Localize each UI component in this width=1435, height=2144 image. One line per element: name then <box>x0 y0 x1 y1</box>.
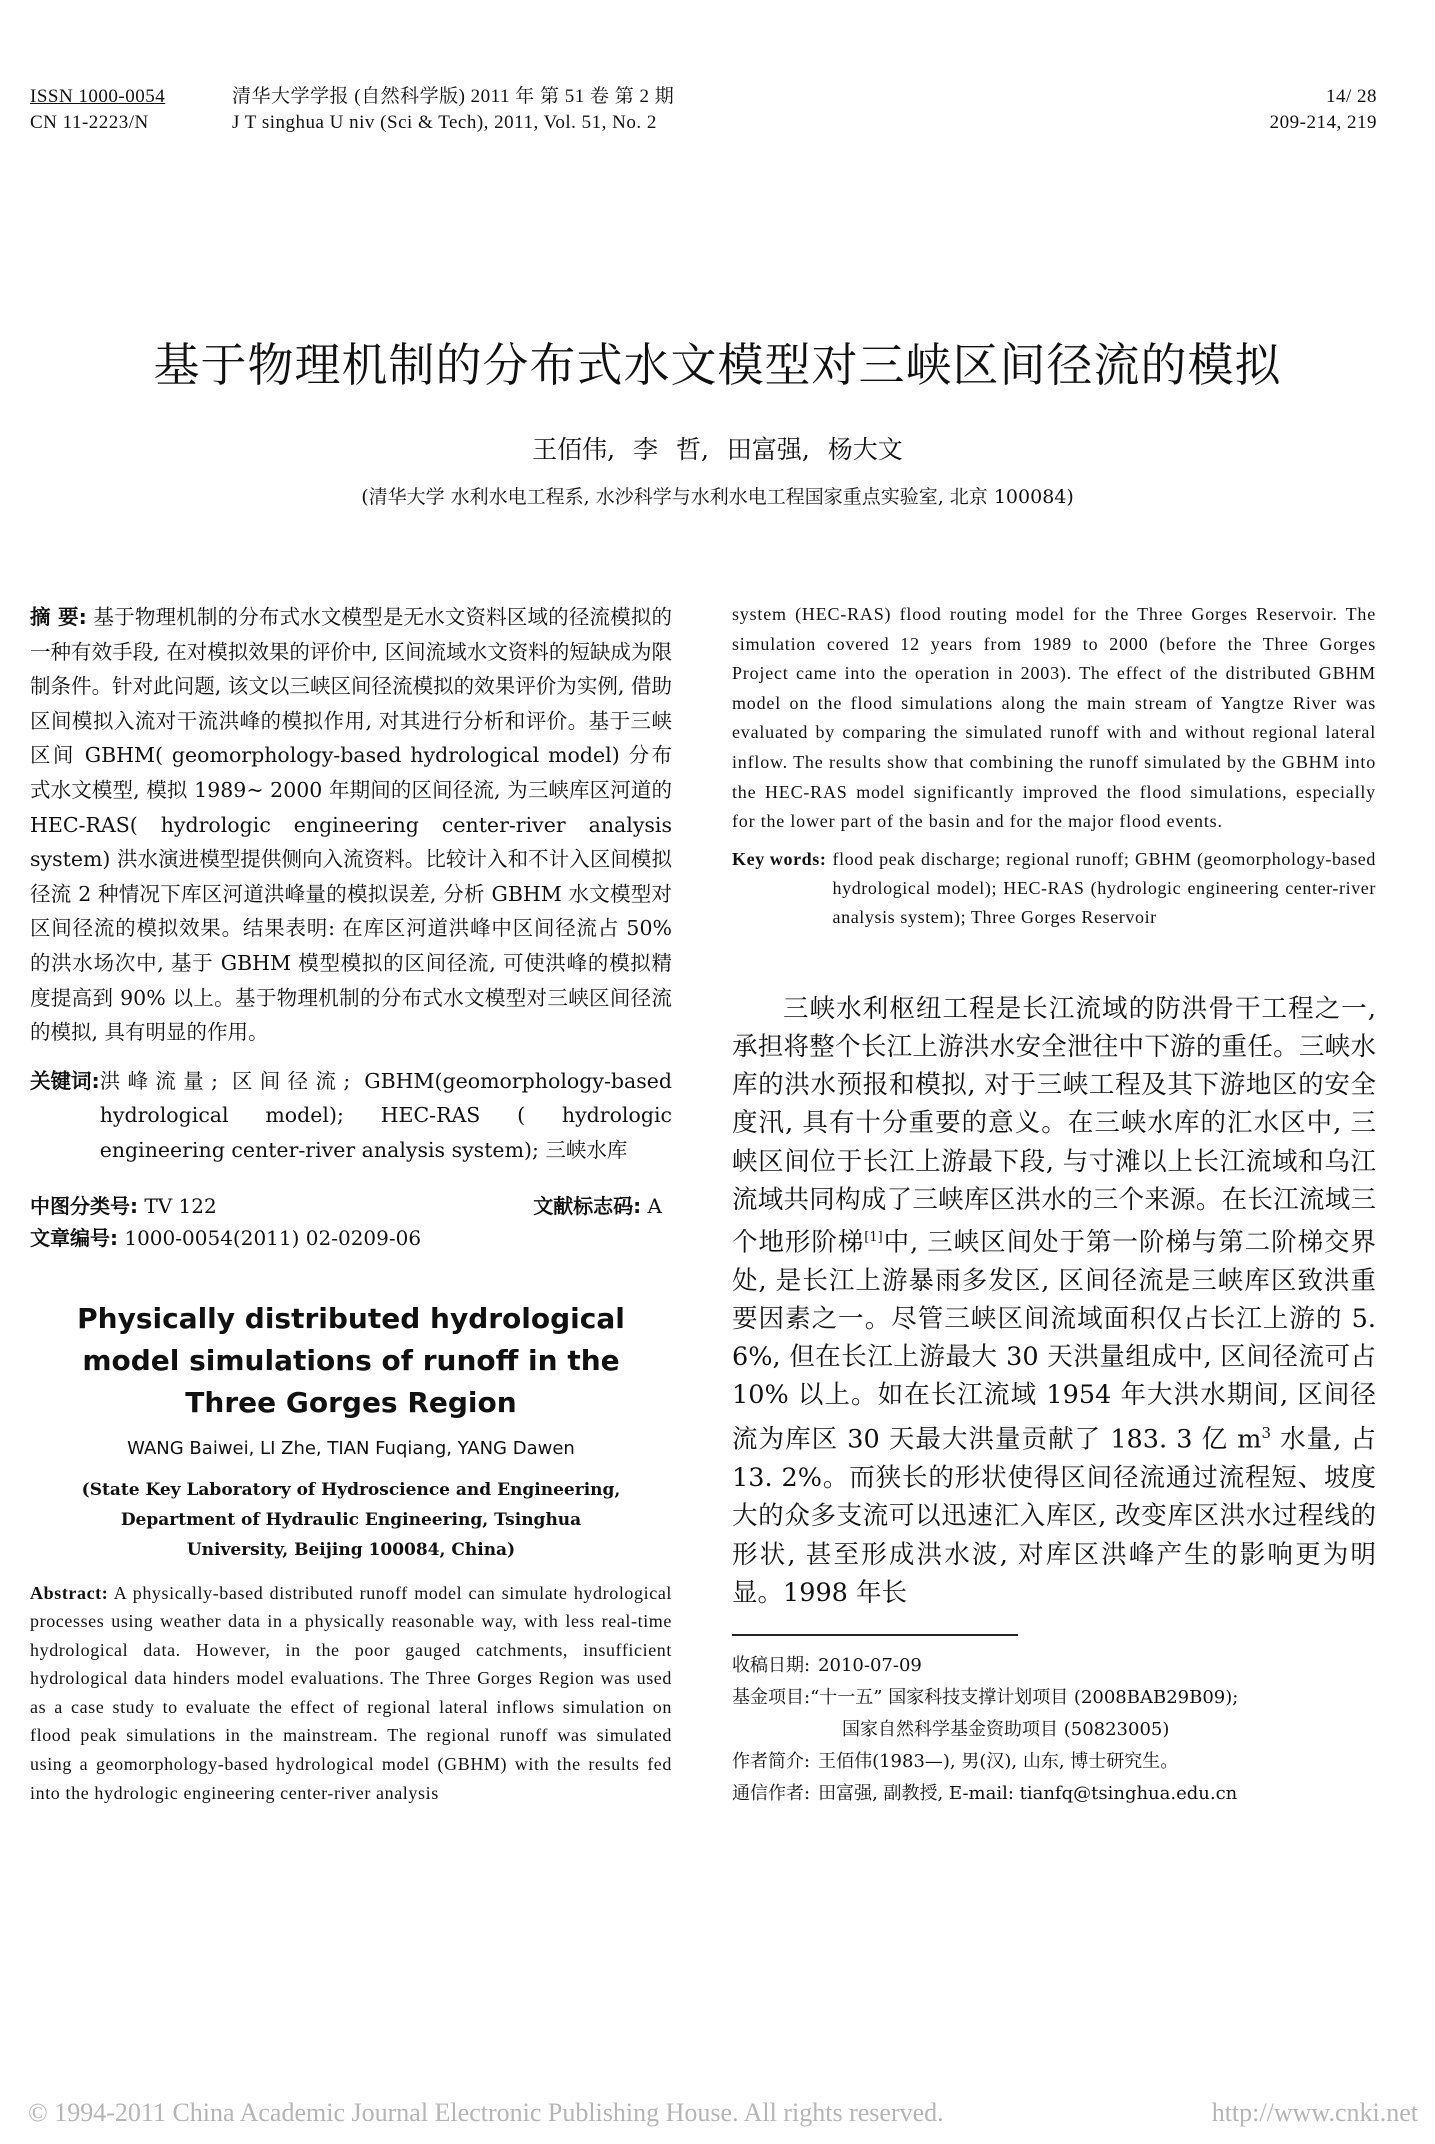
doc-code-value: A <box>647 1193 662 1218</box>
left-column <box>30 600 672 1807</box>
author-list: 王佰伟, 李 哲, 田富强, 杨大文 <box>532 435 903 464</box>
keywords-label-zh: 关键词: <box>30 1068 100 1093</box>
copyright-watermark <box>28 2098 1418 2128</box>
english-abstract-part1 <box>30 1579 672 1808</box>
body-text-a: 三峡水利枢纽工程是长江流域的防洪骨干工程之一, 承担将整个长江上游洪水安全泄往中下游的重任。三峡水库的洪水预报和模拟, 对于三峡工程及其下游地区的安全度汛, 具有十分重要的意义。在三峡水库的汇水区中, 三峡区间位于长江上游最下段, 与寸滩以上长江流域和乌江流域共同构成了三峡库区洪水的三个来源。在长江流域三个地形阶梯 <box>732 993 1376 1258</box>
journal-info <box>232 84 674 136</box>
citation-ref: [1] <box>864 1229 883 1245</box>
abstract-text-zh: 基于物理机制的分布式水文模型是无水文资料区域的径流模拟的一种有效手段, 在对模拟效果的评价中, 区间流域水文资料的短缺成为限制条件。针对此问题, 该文以三峡区间径流模拟的效果评价为实例, 借助区间模拟入流对干流洪峰的模拟作用, 对其进行分析和评价。基于三峡区间 GBHM( geomorphology-based hydrological model) 分布式水文模型, 模拟 1989~ 2000 年期间的区间径流, 为三峡库区河道的 HEC-RAS( hydrologic engineering center-river analysis system) 洪水演进模型提供侧向入流资料。比较计入和不计入区间模拟径流 2 种情况下库区河道洪峰量的模拟误差, 分析 GBHM 水文模型对区间径流的模拟效果。结果表明: 在库区河道洪峰中区间径流占 50% 的洪水场次中, 基于 GBHM 模型模拟的区间径流, 可使洪峰的模拟精度提高到 90% 以上。基于物理机制的分布式水文模型对三峡区间径流的模拟, 具有明显的作用。 <box>30 605 672 1045</box>
fund-label: 基金项目: <box>732 1687 811 1708</box>
footnote-rule <box>732 1634 1018 1636</box>
copyright-text: © 1994-2011 China Academic Journal Electronic Publishing House. All rights reserved. <box>28 2098 944 2127</box>
cnki-link[interactable]: http://www.cnki.net <box>1211 2098 1418 2127</box>
clc-label: 中图分类号: <box>30 1193 138 1218</box>
body-paragraph <box>732 990 1376 1612</box>
fund-info <box>732 1682 1376 1714</box>
corr-label: 通信作者: <box>732 1783 811 1804</box>
abstract-label-en: Abstract: <box>30 1582 109 1603</box>
english-title: Physically distributed hydrological model simulations of runoff in the Three Gorges Region <box>77 1301 625 1419</box>
journal-name-en: J T singhua U niv (Sci & Tech), 2011, Vol. 51, No. 2 <box>232 112 657 133</box>
right-column <box>732 600 1376 1810</box>
corr-value: 田富强, 副教授, E-mail: tianfq@tsinghua.edu.cn <box>818 1783 1238 1804</box>
page-info <box>1270 84 1377 136</box>
author-bio-value: 王佰伟(1983—), 男(汉), 山东, 博士研究生。 <box>818 1751 1179 1772</box>
body-text-b: 中, 三峡区间处于第一阶梯与第二阶梯交界处, 是长江上游暴雨多发区, 区间径流是三峡库区致洪重要因素之一。尽管三峡区间流域面积仅占长江上游的 5. 6%, 但在长江上游最大 30 天洪量组成中, 区间径流可占 10% 以上。如在长江流域 1954 年大洪水期间, 区间径流为库区 30 天最大洪量贡献了 183. 3 亿 m <box>732 1227 1376 1455</box>
abstract-text-en-right: system (HEC-RAS) flood routing model for the Three Gorges Reservoir. The simulation covered 12 years from 1989 to 2000 (before the Three Gorges Project came into the operation in 2003). The effect of the distributed GBHM model on the flood simulations along the main stream of Yangtze River was evaluated by comparing the simulated runoff with and without regional lateral inflow. The results show that combining the runoff simulated by the GBHM into the HEC-RAS model significantly improved the flood simulations, especially for the lower part of the basin and for the major flood events. <box>732 604 1376 832</box>
corresponding-author <box>732 1778 1376 1810</box>
chinese-abstract <box>30 600 672 1050</box>
affiliation: (清华大学 水利水电工程系, 水沙科学与水利水电工程国家重点实验室, 北京 100084) <box>361 486 1074 508</box>
journal-codes <box>30 84 165 136</box>
issn: ISSN 1000-0054 <box>30 86 166 107</box>
article-no-label: 文章编号: <box>30 1225 118 1250</box>
body-text-c: 水量, 占 13. 2%。而狭长的形状使得区间径流通过流程短、坡度大的众多支流可以迅速汇入库区, 改变库区洪水过程线的形状, 甚至形成洪水波, 对库区洪峰产生的影响更为明显。1998 年长 <box>732 1424 1376 1608</box>
paper-title: 基于物理机制的分布式水文模型对三峡区间径流的模拟 <box>153 337 1282 392</box>
page-range: 209-214, 219 <box>1269 112 1377 133</box>
author-bio-label: 作者简介: <box>732 1751 811 1772</box>
article-no-value: 1000-0054(2011) 02-0209-06 <box>124 1225 422 1250</box>
english-authors: WANG Baiwei, LI Zhe, TIAN Fuqiang, YANG Dawen <box>127 1437 575 1459</box>
author-bio <box>732 1746 1376 1778</box>
classification-row <box>30 1190 672 1222</box>
abstract-text-en-left: A physically-based distributed runoff model can simulate hydrological processes using weather data in a physically reasonable way, with less real-time hydrological data. However, in the poor gauged catchments, insufficient hydrological data hinders model evaluations. The Three Gorges Region was used as a case study to evaluate the effect of regional lateral inflows simulation on flood peak simulations in the mainstream. The regional runoff was simulated using a geomorphology-based hydrological model (GBHM) with the results fed into the hydrologic engineering center-river analysis <box>30 1582 673 1803</box>
page-ref: 14/ 28 <box>1325 86 1377 107</box>
english-affiliation: (State Key Laboratory of Hydroscience and Engineering, Department of Hydraulic Engineering, Tsinghua University, Beijing 100084, China) <box>81 1479 621 1560</box>
clc-value: TV 122 <box>144 1193 217 1218</box>
cn-code: CN 11-2223/N <box>30 112 149 133</box>
keywords-text-en: flood peak discharge; regional runoff; GBHM (geomorphology-based hydrological model); HEC-RAS (hydrologic engineering center-river analysis system); Three Gorges Reservoir <box>832 848 1376 927</box>
keywords-text-zh: 洪峰流量; 区间径流; GBHM(geomorphology-based hydrological model); HEC-RAS ( hydrologic engineering center-river analysis system); 三峡水库 <box>99 1068 672 1162</box>
received-value: 2010-07-09 <box>818 1655 922 1676</box>
article-number <box>30 1222 672 1254</box>
keywords-label-en: Key words: <box>732 848 827 869</box>
abstract-label-zh: 摘 要: <box>30 605 87 629</box>
journal-name-zh: 清华大学学报 (自然科学版) 2011 年 第 51 卷 第 2 期 <box>232 86 675 107</box>
footnotes <box>732 1650 1376 1810</box>
fund-value-2: 国家自然科学基金资助项目 (50823005) <box>842 1719 1170 1740</box>
superscript-3: 3 <box>1261 1424 1272 1443</box>
received-label: 收稿日期: <box>732 1655 811 1676</box>
chinese-keywords <box>30 1064 672 1168</box>
doc-code-label: 文献标志码: <box>533 1193 642 1218</box>
english-keywords <box>732 845 1376 932</box>
fund-value-1: “十一五” 国家科技支撑计划项目 (2008BAB29B09); <box>810 1687 1239 1708</box>
received-date <box>732 1650 1376 1682</box>
